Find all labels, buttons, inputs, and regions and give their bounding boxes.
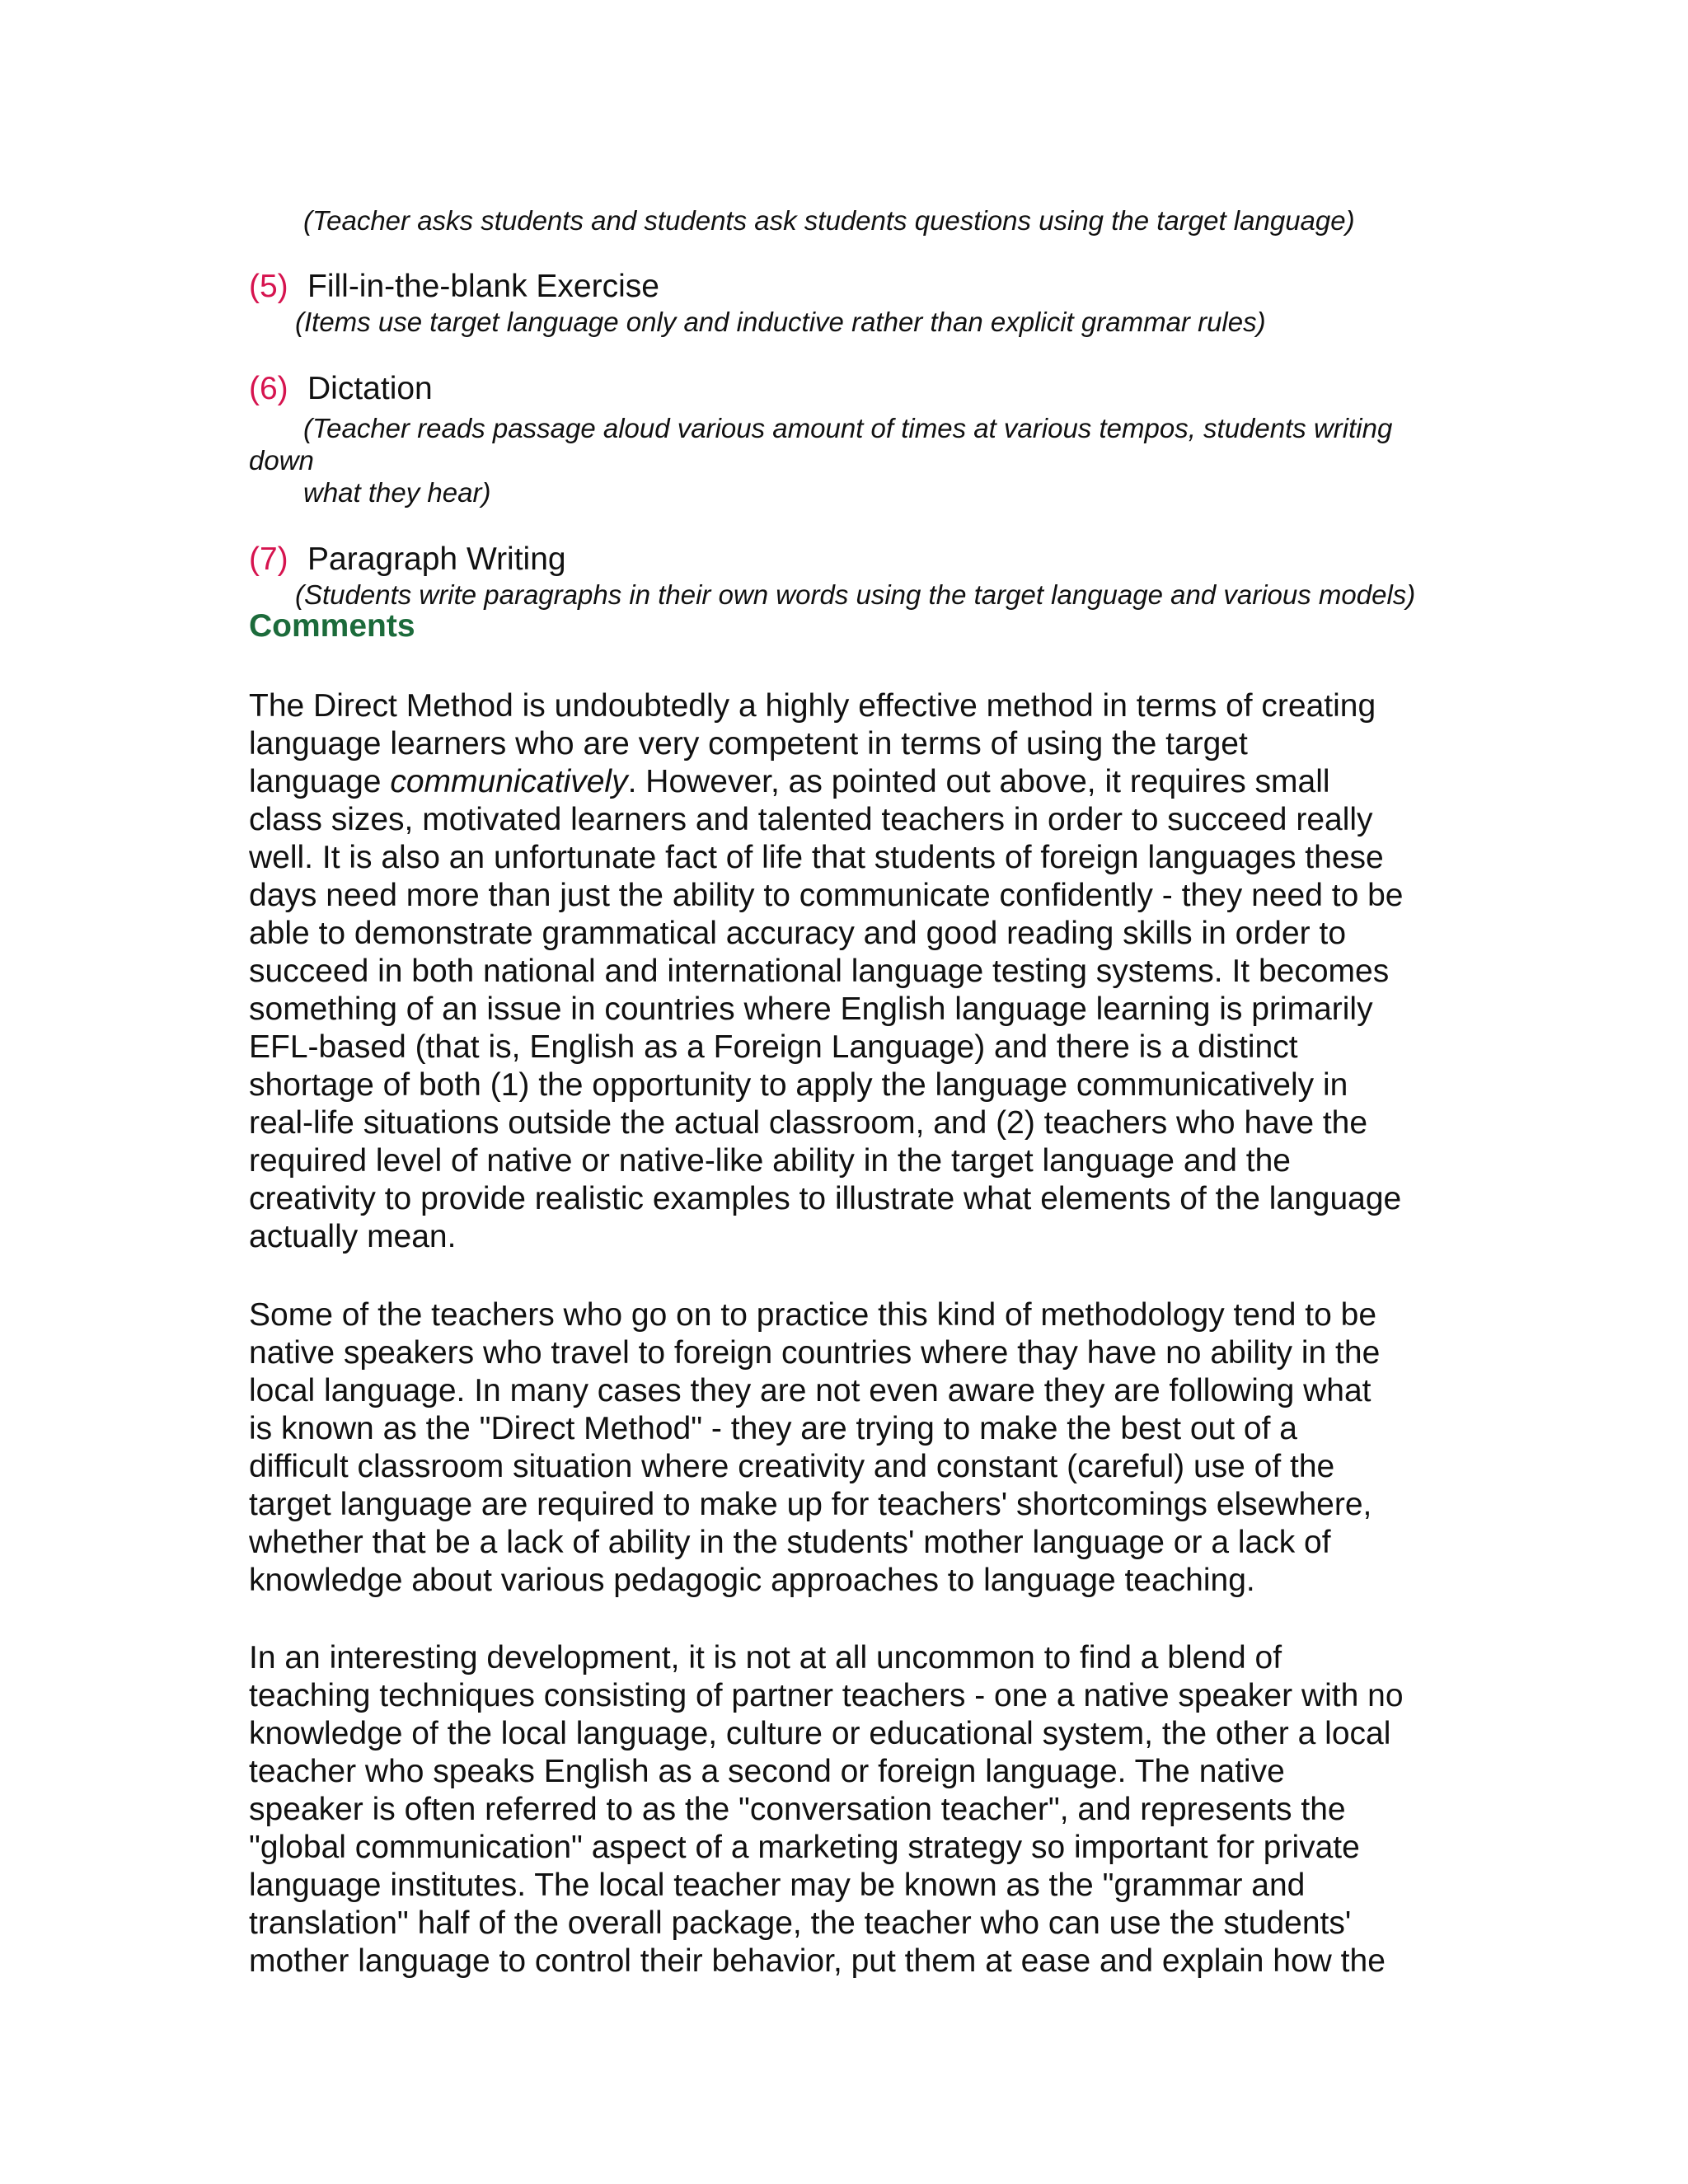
paragraph-line [249,763,1452,801]
item-title: Fill-in-the-blank Exercise [307,269,659,304]
paragraph-line: class sizes, motivated learners and talented teachers in order to succeed really [249,802,1373,837]
item-number: (6) [249,371,288,406]
paragraph-line: difficult classroom situation where creativity and constant (careful) use of the [249,1449,1335,1484]
item-number: (5) [249,269,288,304]
paragraph-line: language learners who are very competent in terms of using the target [249,726,1248,762]
paragraph-line: mother language to control their behavior, put them at ease and explain how the [249,1943,1386,1979]
emphasis: communicatively [390,764,628,799]
paragraph-line: well. It is also an unfortunate fact of life that students of foreign languages these [249,840,1384,875]
paragraph-line: teaching techniques consisting of partner teachers - one a native speaker with no [249,1678,1404,1713]
paragraph-line: translation" half of the overall package, the teacher who can use the students' [249,1905,1352,1941]
paragraph-line: teacher who speaks English as a second or foreign language. The native [249,1754,1285,1789]
paragraph [249,1639,1452,1980]
paragraph-line: speaker is often referred to as the "conversation teacher", and represents the [249,1792,1346,1827]
paragraph-line: target language are required to make up for teachers' shortcomings elsewhere, [249,1487,1372,1522]
paragraph-line: days need more than just the ability to communicate confidently - they need to be [249,878,1404,913]
item-number: (7) [249,541,288,577]
item-note: (Students write paragraphs in their own words using the target language and various models) [295,579,1416,610]
paragraph-line: language institutes. The local teacher may be known as the "grammar and [249,1868,1306,1903]
list-item-dictation [249,370,433,408]
paragraph-line: required level of native or native-like ability in the target language and the [249,1143,1291,1179]
paragraph-line: local language. In many cases they are not even aware they are following what [249,1373,1372,1408]
paragraph-line: The Direct Method is undoubtedly a highly effective method in terms of creating [249,688,1376,724]
paragraph-line: shortage of both (1) the opportunity to apply the language communicatively in [249,1067,1348,1103]
paragraph-line-text: language [249,764,391,799]
item-note: what they hear) [303,477,491,508]
item-note: (Items use target language only and inductive rather than explicit grammar rules) [295,307,1266,337]
paragraph-line-text: . However, as pointed out above, it requires small [627,764,1330,799]
paragraph-line: real-life situations outside the actual classroom, and (2) teachers who have the [249,1105,1368,1141]
paragraph-line: "global communication" aspect of a marketing strategy so important for private [249,1830,1360,1865]
paragraph-line: succeed in both national and international language testing systems. It becomes [249,954,1390,989]
item-title: Paragraph Writing [307,541,566,577]
paragraph-line: EFL-based (that is, English as a Foreign Language) and there is a distinct [249,1029,1298,1065]
item-note: down [249,445,314,476]
item-title: Dictation [307,371,433,406]
paragraph-line: actually mean. [249,1219,457,1254]
intro-note: (Teacher asks students and students ask students questions using the target language) [303,205,1355,236]
list-item-fill-in-the-blank [249,268,659,306]
paragraph-line: able to demonstrate grammatical accuracy and good reading skills in order to [249,916,1347,951]
paragraph-line: native speakers who travel to foreign countries where thay have no ability in the [249,1335,1381,1371]
paragraph-line: creativity to provide realistic examples to illustrate what elements of the language [249,1181,1402,1216]
paragraph-line: knowledge about various pedagogic approaches to language teaching. [249,1563,1255,1598]
paragraph-line: is known as the "Direct Method" - they are trying to make the best out of a [249,1411,1297,1446]
paragraph-line: whether that be a lack of ability in the students' mother language or a lack of [249,1525,1331,1560]
section-heading: Comments [249,608,415,644]
paragraph [249,1296,1452,1600]
list-item-paragraph-writing [249,541,566,579]
paragraph-line: In an interesting development, it is not at all uncommon to find a blend of [249,1640,1282,1675]
paragraph-line: Some of the teachers who go on to practice this kind of methodology tend to be [249,1297,1377,1333]
paragraph-line: knowledge of the local language, culture or educational system, the other a local [249,1716,1391,1751]
paragraph [249,687,1452,1256]
item-note: (Teacher reads passage aloud various amount of times at various tempos, students writing [303,413,1393,443]
paragraph-line: something of an issue in countries where English language learning is primarily [249,991,1373,1027]
